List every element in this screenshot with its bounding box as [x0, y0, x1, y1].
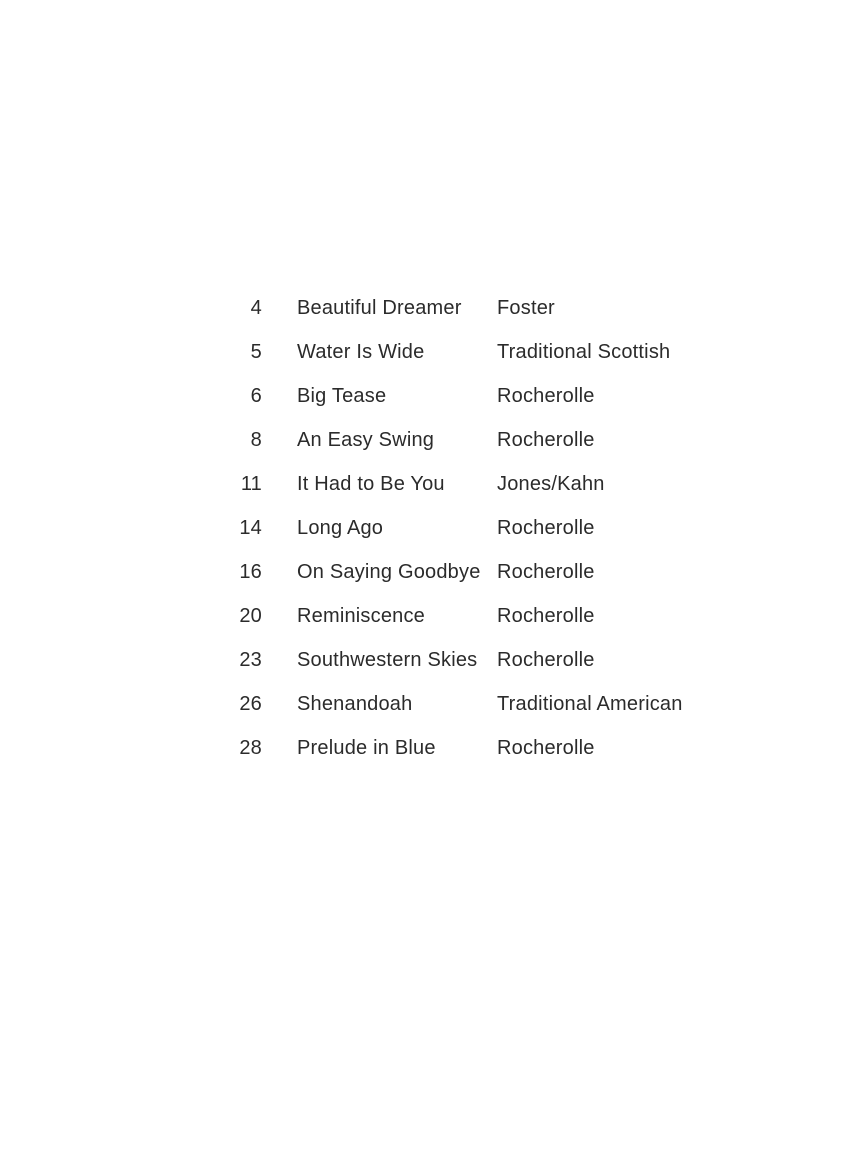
piece-title: Water Is Wide: [297, 341, 425, 363]
page-number: 5: [250, 341, 262, 363]
piece-title: It Had to Be You: [297, 473, 445, 495]
piece-title: On Saying Goodbye: [297, 561, 481, 583]
page-number: 20: [239, 605, 262, 627]
page-number: 11: [240, 473, 262, 495]
page-number: 6: [250, 385, 262, 407]
piece-title: Reminiscence: [297, 605, 426, 627]
piece-title: Shenandoah: [297, 693, 413, 715]
composer-name: Traditional American: [497, 693, 683, 715]
composer-name: Rocherolle: [497, 605, 595, 627]
page-number: 28: [239, 737, 262, 759]
composer-name: Traditional Scottish: [497, 341, 671, 363]
composer-name: Rocherolle: [497, 429, 595, 451]
piece-title: Prelude in Blue: [297, 737, 436, 759]
piece-title: An Easy Swing: [297, 429, 435, 451]
piece-title: Southwestern Skies: [297, 649, 478, 671]
page-number: 8: [250, 429, 262, 451]
composer-name: Rocherolle: [497, 517, 595, 539]
composer-name: Rocherolle: [497, 385, 595, 407]
page-number: 26: [239, 693, 262, 715]
composer-name: Rocherolle: [497, 737, 595, 759]
piece-title: Long Ago: [297, 517, 384, 539]
page-number: 14: [239, 517, 262, 539]
page-number: 23: [239, 649, 262, 671]
piece-title: Big Tease: [297, 385, 387, 407]
piece-title: Beautiful Dreamer: [297, 297, 462, 319]
composer-name: Jones/Kahn: [497, 473, 605, 495]
composer-name: Rocherolle: [497, 561, 595, 583]
contents-table: [198, 286, 683, 770]
page-number: 4: [250, 297, 262, 319]
composer-name: Rocherolle: [497, 649, 595, 671]
page-number: 16: [239, 561, 262, 583]
composer-name: Foster: [497, 297, 555, 319]
